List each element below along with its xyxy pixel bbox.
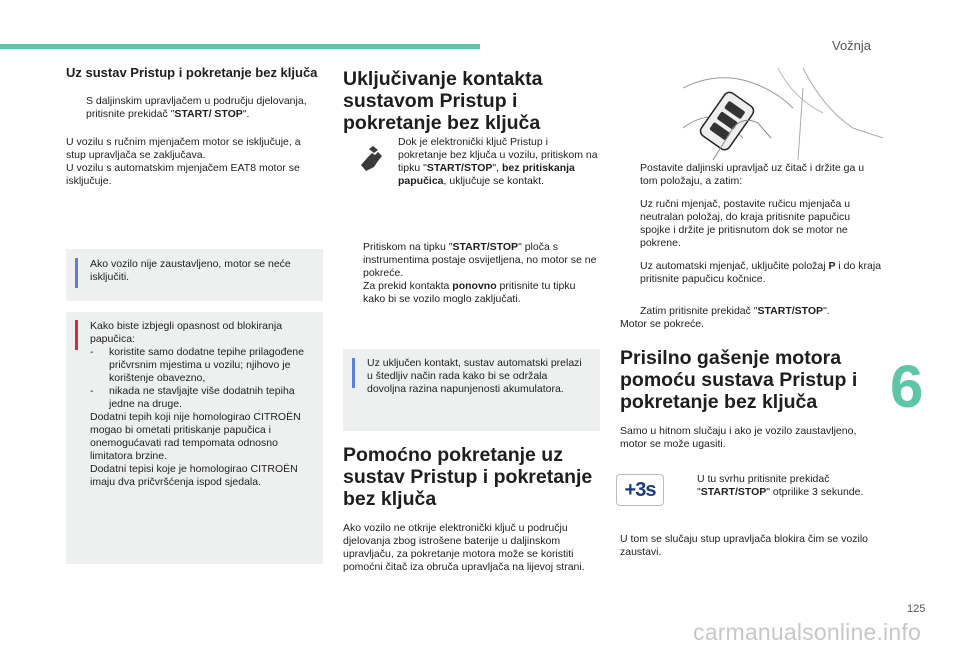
section-heading: Pomoćno pokretanje uz sustav Pristup i pokretanje bez ključa (343, 444, 593, 510)
info-icon (75, 258, 78, 288)
paragraph: U vozilu s automatskim mjenjačem EAT8 motor se isključuje. (66, 162, 300, 187)
info-icon (352, 358, 355, 388)
column-right (620, 162, 882, 451)
bullet-item: S daljinskim upravljačem u području djelovanja, pritisnite prekidač "START/ STOP". (86, 95, 307, 120)
info-box (66, 249, 323, 301)
reader-illustration (683, 68, 883, 160)
warning-icon (75, 320, 78, 350)
paragraph: U tom se slučaju stup upravljača blokira čim se vozilo zaustavi. (620, 533, 869, 558)
section-heading: Uz sustav Pristup i pokretanje bez ključa (66, 65, 318, 80)
info-box (343, 349, 600, 431)
dash-item: - nikada ne stavljajte više dodatnih tepiha jedne na druge. (90, 385, 295, 410)
paragraph: Samo u hitnom slučaju i ako je vozilo zaustavljeno, motor se može ugasiti. (620, 425, 857, 450)
warning-box (66, 312, 323, 564)
key-instruction-text: Dok je elektronički ključ Pristup i pokretanje bez ključa u vozilu, pritiskom na tipku "START/STOP", bez pritiskanja papučica, uključuje se kontakt. (398, 136, 598, 187)
info-text: Ako vozilo nije zaustavljeno, motor se neće isključiti. (90, 258, 291, 283)
page-number: 125 (907, 603, 926, 615)
watermark: carmanualsonline.info (693, 619, 921, 645)
section-heading: Prisilno gašenje motora pomoću sustava Pristup i pokretanje bez ključa (620, 347, 858, 413)
bullet-item: Za prekid kontakta ponovno pritisnite tu tipku kako bi se vozilo moglo zaključati. (363, 280, 576, 305)
dash-item: - koristite samo dodatne tepihe prilagođene pričvrsnim mjestima u vozilu; njihovo je korištenje obavezno, (90, 346, 304, 384)
paragraph: Ako vozilo ne otkrije elektronički ključ u području djelovanja zbog istrošene baterije u daljinskom upravljaču, za pokretanje motora može se koristiti pomoćni čitač iza obruča upravljača na lijevoj strani. (343, 522, 585, 573)
plus-3s-icon: +3s (616, 474, 664, 506)
header-accent-bar (0, 44, 480, 49)
bullet-item: U tu svrhu pritisnite prekidač "START/STOP" otprilike 3 sekunde. (697, 473, 864, 498)
paragraph: Motor se pokreće. (620, 318, 705, 330)
bullet-item: Uz automatski mjenjač, uključite položaj P i do kraja pritisnite papučicu kočnice. (640, 260, 882, 285)
chapter-number: 6 (890, 353, 924, 420)
warning-paragraph: Dodatni tepih koji nije homologirao CITROËN mogao bi ometati pritiskanje papučica i onemogućavati rad tempomata odnosno limitatora brzine. (90, 411, 301, 462)
section-heading: Uključivanje kontakta sustavom Pristup i pokretanje bez ključa (343, 68, 543, 134)
info-text: Uz uključen kontakt, sustav automatski prelazi u štedljiv način rada kako bi se održala dovoljna razina napunjenosti akumulatora. (367, 357, 582, 395)
column-middle (343, 68, 600, 134)
section-title: Vožnja (832, 38, 872, 53)
bullet-item: Zatim pritisnite prekidač "START/STOP". (640, 305, 830, 317)
bullet-item: Pritiskom na tipku "START/STOP" ploča s instrumentima postaje osvijetljena, no motor se ne pokreće. (363, 241, 597, 279)
key-hand-icon (356, 143, 386, 173)
warning-intro: Kako biste izbjegli opasnost od blokiranja papučica: (90, 320, 283, 345)
column-left (66, 65, 323, 188)
bullet-item: Postavite daljinski upravljač uz čitač i držite ga u tom položaju, a zatim: (640, 162, 865, 187)
paragraph: U vozilu s ručnim mjenjačem motor se isključuje, a stup upravljača se zaključava. (66, 136, 301, 161)
bullet-item: Uz ručni mjenjač, postavite ručicu mjenjača u neutralan položaj, do kraja pritisnite papučicu spojke i držite je pritisnutom dok se motor ne pokrene. (640, 198, 851, 249)
warning-paragraph: Dodatni tepisi koje je homologirao CITROËN imaju dva pričvršćenja ispod sjedala. (90, 463, 298, 488)
bullet-list (343, 241, 600, 306)
